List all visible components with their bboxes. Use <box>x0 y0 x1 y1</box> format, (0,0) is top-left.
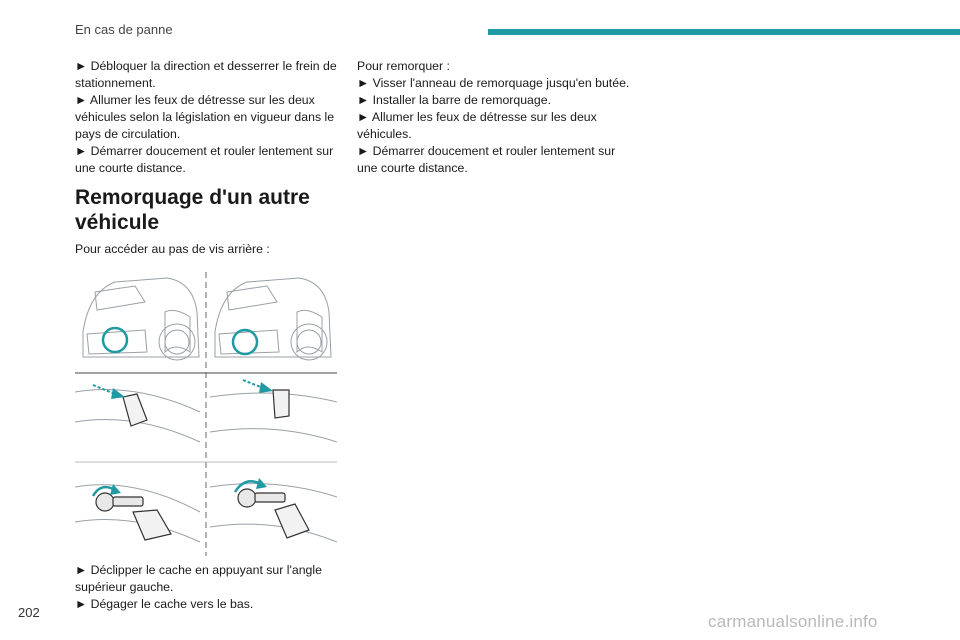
car-rear-right <box>215 278 331 360</box>
step-install-bar: ► Installer la barre de remorquage. <box>357 93 551 107</box>
towing-intro: Pour remorquer : <box>357 59 450 73</box>
cover-dropped-right <box>275 504 309 538</box>
step-hazard-lights: ► Allumer les feux de détresse sur les deux véhicules selon la législation en vigueur dans le pays de circulation. <box>75 93 335 141</box>
step-release-cover: ► Dégager le cache vers le bas. <box>75 597 254 611</box>
tow-ring-left <box>96 493 143 511</box>
watermark: carmanualsonline.info <box>708 612 878 631</box>
step-unlock-steering: ► Débloquer la direction et desserrer le frein de stationnement. <box>75 59 337 90</box>
cover-flap-left <box>123 394 147 426</box>
step-screw-ring: ► Visser l'anneau de remorquage jusqu'en butée. <box>357 76 630 90</box>
illustration-svg <box>75 272 337 556</box>
right-column <box>357 58 632 177</box>
header-accent-bar <box>488 29 960 35</box>
step-hazard-both: ► Allumer les feux de détresse sur les deux véhicules. <box>357 110 597 141</box>
step-drive-slowly: ► Démarrer doucement et rouler lentement sur une courte distance. <box>75 144 334 175</box>
cover-dropped-left <box>133 510 171 540</box>
car-rear-left <box>83 278 199 360</box>
rear-tow-screw-illustration <box>75 272 337 556</box>
header-section-title: En cas de panne <box>75 22 173 37</box>
left-column <box>75 58 340 613</box>
press-arrow-right <box>243 380 273 393</box>
tow-ring-right <box>238 489 285 507</box>
section-title: Remorquage d'un autre véhicule <box>75 186 310 234</box>
press-arrow-left <box>93 385 125 399</box>
page-number: 202 <box>18 605 40 620</box>
cover-flap-right <box>273 390 289 418</box>
step-unclip-cover: ► Déclipper le cache en appuyant sur l'angle supérieur gauche. <box>75 563 322 594</box>
step-start-slowly: ► Démarrer doucement et rouler lentement sur une courte distance. <box>357 144 616 175</box>
tow-point-highlight-right <box>233 330 257 354</box>
access-text: Pour accéder au pas de vis arrière : <box>75 242 270 256</box>
